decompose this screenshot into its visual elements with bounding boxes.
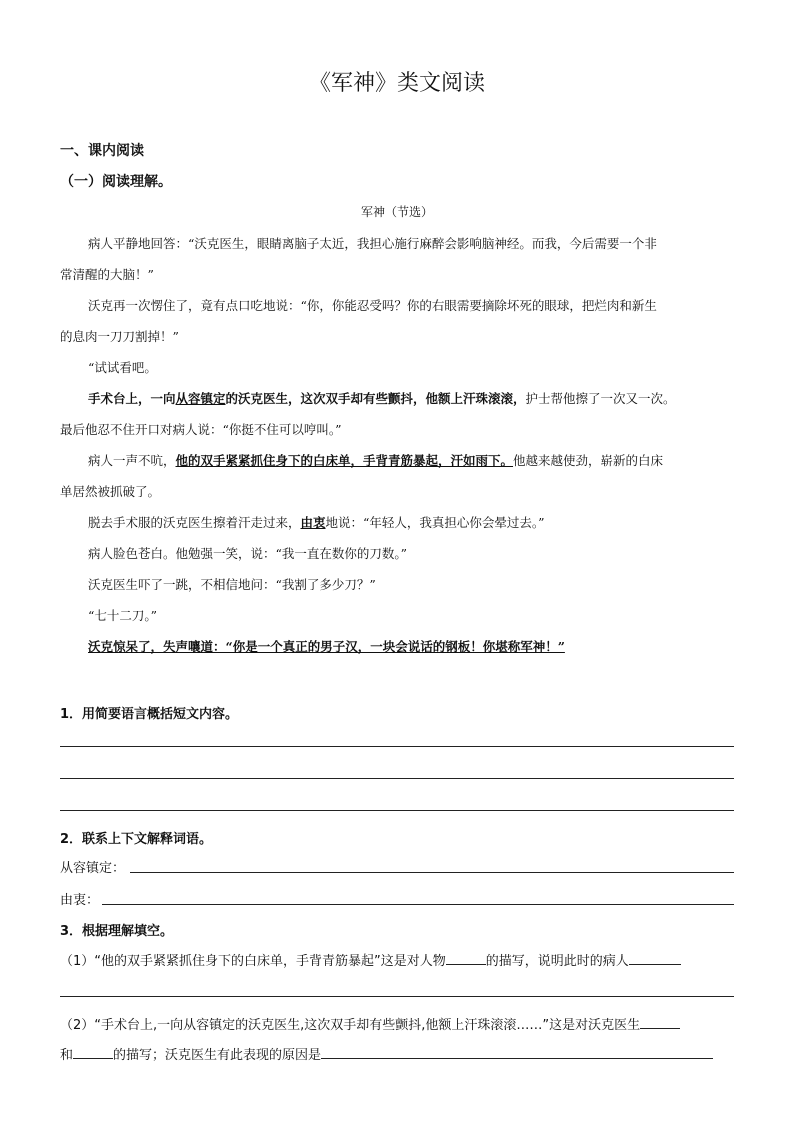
passage-line: “试试看吧。 [88,360,157,375]
passage-line: 病人平静地回答：“沃克医生，眼睛离脑子太近，我担心施行麻醉会影响脑神经。而我，今后需要一个非 [88,236,657,251]
text-span: （2）“手术台上,一向从容镇定的沃克医生,这次双手却有些颤抖,他额上汗珠滚滚……”这是对沃克医生 [60,1018,641,1033]
blank[interactable] [321,1044,713,1059]
passage-line: 病人脸色苍白。他勉强一笑，说：“我一直在数你的刀数。” [88,546,408,561]
text-span: 护士帮他擦了一次又一次。 [525,391,676,406]
answer-line[interactable] [60,746,734,747]
blank[interactable] [73,1044,113,1059]
section-heading: 一、课内阅读 [60,143,144,159]
text-span: 他越来越使劲，崭新的白床 [513,453,664,468]
underlined-word: 由衷 [300,515,326,530]
fill-in-line [60,950,681,969]
passage-line-bold [60,383,768,414]
document-title: 《军神》类文阅读 [308,71,485,96]
text-span: 的描写，说明此时的病人 [485,954,629,969]
text-span: （1）“他的双手紧紧抓住身下的白床单，手背青筋暴起”这是对人物 [60,954,446,969]
blank[interactable] [629,950,681,965]
answer-line[interactable] [60,810,734,811]
term-label: 由衷： [60,893,100,908]
passage-line-bold [60,631,768,662]
answer-line[interactable] [102,904,734,905]
answer-line[interactable] [130,872,734,873]
passage-line [60,507,768,538]
text-span: 和 [60,1048,74,1063]
underlined-sentence: 他的双手紧紧抓住身下的白床单，手背青筋暴起，汗如雨下。 [175,453,514,468]
fill-in-line [60,1044,713,1063]
blank[interactable] [446,950,486,965]
question-1: 1．用简要语言概括短文内容。 [60,707,239,722]
text-span: 地说：“年轻人，我真担心你会晕过去。” [325,515,545,530]
passage-line: 单居然被抓破了。 [60,484,161,499]
subsection-heading: （一）阅读理解。 [60,174,172,190]
text-span: 的描写；沃克医生有此表现的原因是 [113,1048,322,1063]
passage-line: 常清醒的大脑！” [60,267,154,282]
text-span: 的沃克医生，这次双手却有些颤抖，他额上汗珠滚滚， [225,391,526,406]
fill-in-line [60,1014,680,1033]
passage-line: 沃克医生吓了一跳，不相信地问：“我割了多少刀？” [88,577,376,592]
passage-title: 军神（节选） [360,205,433,219]
passage-line: 的息肉一刀刀割掉！” [60,329,179,344]
passage-line: “七十二刀。” [88,608,158,623]
underlined-phrase: 从容镇定 [175,391,226,406]
passage-line: 最后他忍不住开口对病人说：“你挺不住可以哼叫。” [60,422,342,437]
passage-line: 沃克再一次愣住了，竟有点口吃地说：“你，你能忍受吗？你的右眼需要摘除坏死的眼球，把烂肉和新生 [88,298,657,313]
underlined-sentence: 沃克惊呆了，失声嚷道：“你是一个真正的男子汉，一块会说话的钢板！你堪称军神！” [88,639,565,654]
text-span: 手术台上，一向 [88,391,176,406]
term-label: 从容镇定： [60,861,126,876]
answer-line[interactable] [60,778,734,779]
question-3: 3．根据理解填空。 [60,924,174,939]
question-2: 2．联系上下文解释词语。 [60,832,213,847]
answer-line[interactable] [60,996,734,997]
text-span: 脱去手术服的沃克医生擦着汗走过来， [88,515,301,530]
text-span: 病人一声不吭， [88,453,176,468]
passage-line [60,445,768,476]
blank[interactable] [640,1014,680,1029]
